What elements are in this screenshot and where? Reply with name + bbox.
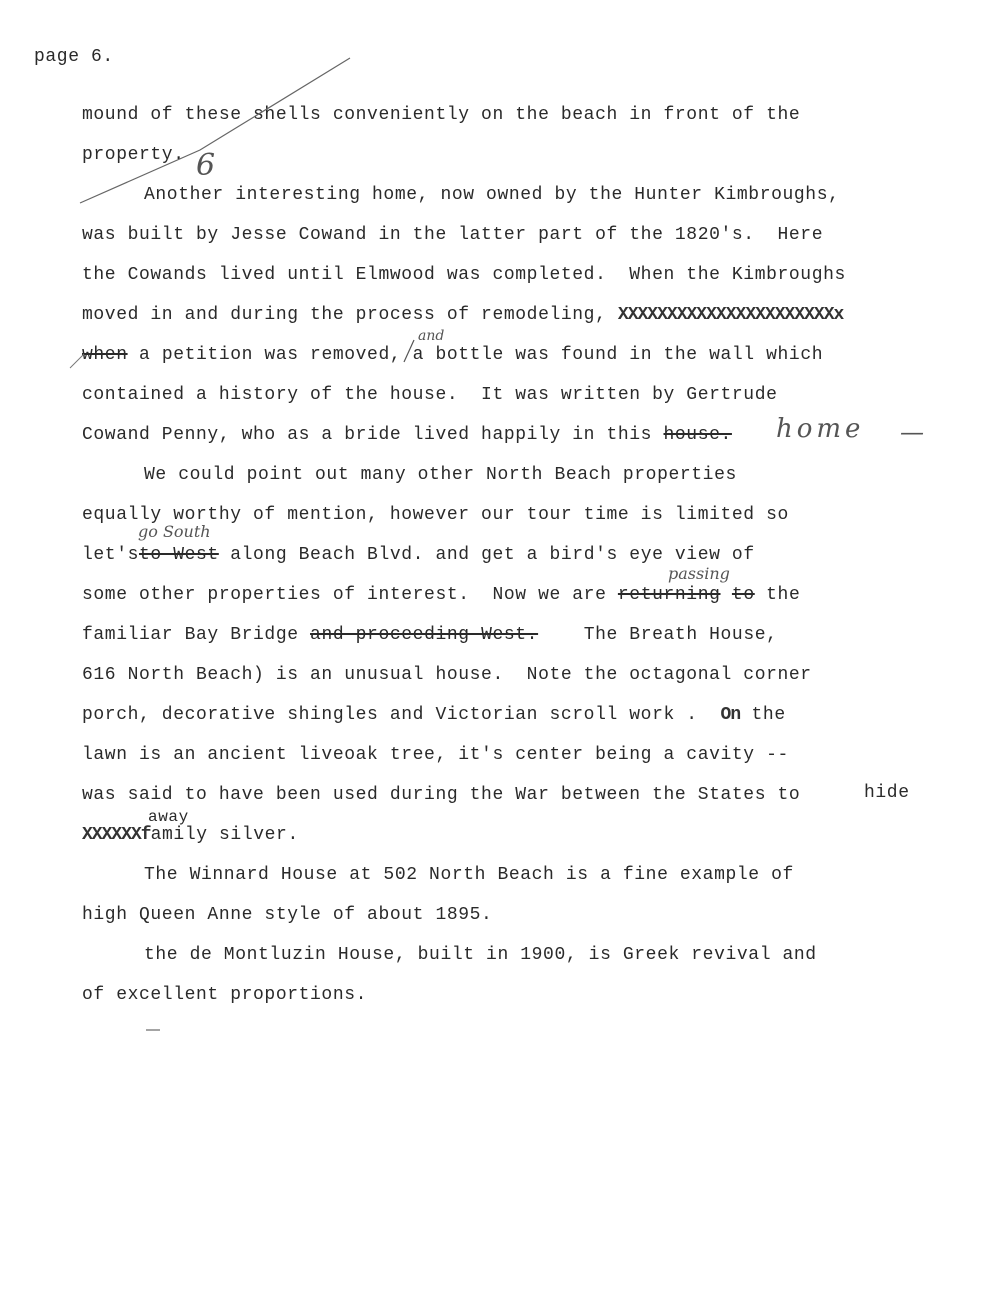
text-line-7 <box>82 344 823 366</box>
text-line-21: high Queen Anne style of about 1895. <box>82 905 493 925</box>
text-line-16-words: porch, decorative shingles and Victorian scroll work . <box>82 705 698 725</box>
text-line-9-words: Cowand Penny, who as a bride lived happily in this <box>82 425 653 445</box>
text-line-14 <box>82 624 778 646</box>
text-line-18: was said to have been used during the War between the States to <box>82 785 801 805</box>
text-line-3: Another interesting home, now owned by the Hunter Kimbroughs, <box>144 185 840 205</box>
text-line-16 <box>82 704 786 726</box>
text-line-7-words: a petition was removed, a bottle was found in the wall which <box>139 345 824 365</box>
text-line-13-end: the <box>766 585 801 605</box>
handwritten-dash: — <box>900 418 924 446</box>
text-line-9 <box>82 424 732 446</box>
handwritten-six: 6 <box>196 148 216 183</box>
text-line-12 <box>82 544 755 566</box>
text-line-11: equally worthy of mention, however our tour time is limited so <box>82 505 789 525</box>
text-line-19-words: amily silver. <box>150 825 299 845</box>
struck-word-house: house. <box>663 425 732 445</box>
text-line-10: We could point out many other North Beach properties <box>144 465 737 485</box>
handwritten-go-south: go South <box>138 522 211 541</box>
struck-letters-on: On <box>720 705 741 725</box>
handwritten-passing: passing <box>668 564 730 583</box>
text-line-19 <box>82 824 299 846</box>
typed-insert-away: away <box>148 808 189 826</box>
text-line-5: the Cowands lived until Elmwood was completed. When the Kimbroughs <box>82 265 846 285</box>
text-line-16-end: the <box>751 705 786 725</box>
text-line-17: lawn is an ancient liveoak tree, it's center being a cavity -- <box>82 745 789 765</box>
text-line-23: of excellent proportions. <box>82 985 368 1005</box>
text-line-20: The Winnard House at 502 North Beach is a fine example of <box>144 865 794 885</box>
page-number: page 6. <box>34 47 114 67</box>
text-line-1: mound of these shells conveniently on the beach in front of the <box>82 105 801 125</box>
text-line-6-words: moved in and during the process of remodeling, <box>82 305 607 325</box>
text-line-6 <box>82 304 843 326</box>
text-line-13-words: some other properties of interest. Now we are <box>82 585 607 605</box>
text-line-12-words: along Beach Blvd. and get a bird's eye view of <box>230 545 755 565</box>
text-line-8: contained a history of the house. It was written by Gertrude <box>82 385 778 405</box>
xed-out-text: XXXXXXXXXXXXXXXXXXXXXXx <box>617 305 844 325</box>
struck-word-to: to <box>731 585 755 605</box>
struck-word-to-west: to West <box>139 545 219 565</box>
text-line-13 <box>82 584 800 606</box>
xed-out-silver: XXXXXXf <box>82 825 151 845</box>
handwritten-home: home <box>776 414 865 444</box>
handwritten-and: and <box>418 328 445 344</box>
text-line-14-end: The Breath House, <box>583 625 778 645</box>
struck-word-returning: returning <box>617 585 721 605</box>
text-line-4: was built by Jesse Cowand in the latter part of the 1820's. Here <box>82 225 824 245</box>
struck-word-when: when <box>82 345 128 365</box>
text-line-2: property. <box>82 145 185 165</box>
text-line-15: 616 North Beach) is an unusual house. Note the octagonal corner <box>82 665 812 685</box>
text-line-14-words: familiar Bay Bridge <box>82 625 299 645</box>
text-line-12-lets: let's <box>82 545 140 565</box>
typed-insert-hide: hide <box>864 783 910 803</box>
text-line-22: the de Montluzin House, built in 1900, is Greek revival and <box>144 945 817 965</box>
struck-phrase-proceeding: and proceeding West. <box>310 625 539 645</box>
